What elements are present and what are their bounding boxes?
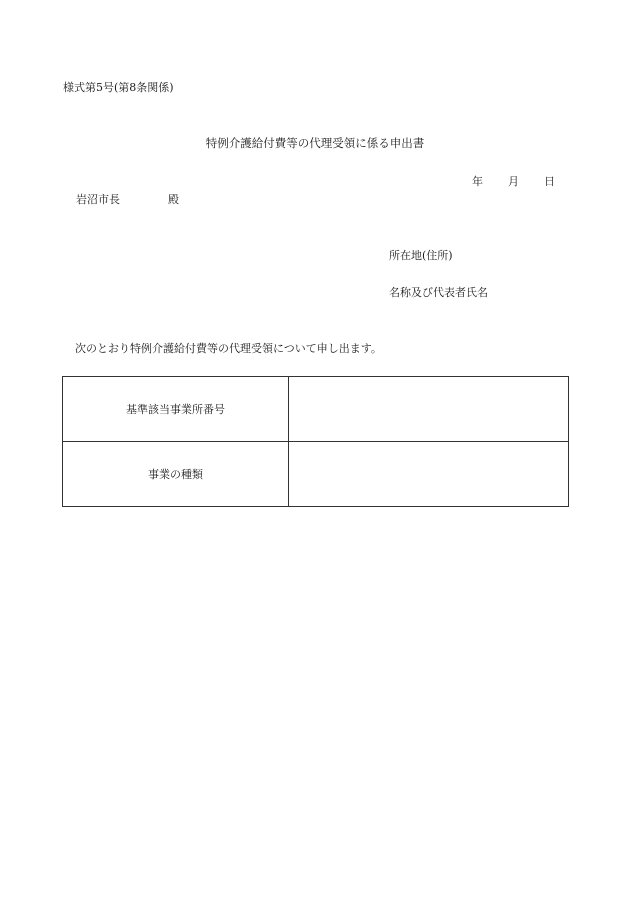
applicant-address-label: 所在地(住所) (389, 249, 453, 262)
addressee-name: 岩沼市長 (76, 193, 120, 206)
business-type-field[interactable] (289, 442, 569, 507)
facility-number-field[interactable] (289, 377, 569, 442)
date-year-label: 年 (472, 175, 483, 188)
addressee (76, 194, 179, 205)
date-day-label: 日 (544, 175, 555, 188)
date-month-label: 月 (508, 175, 519, 188)
facility-number-label: 基準該当事業所番号 (63, 377, 289, 442)
request-statement: 次のとおり特例介護給付費等の代理受領について申し出ます。 (75, 342, 382, 355)
document-title: 特例介護給付費等の代理受領に係る申出書 (205, 136, 425, 150)
table-row (63, 442, 569, 507)
table-row (63, 377, 569, 442)
form-number: 様式第5号(第8条関係) (63, 81, 174, 94)
addressee-honorific: 殿 (168, 193, 179, 206)
business-type-label: 事業の種類 (63, 442, 289, 507)
applicant-name-label: 名称及び代表者氏名 (389, 286, 488, 299)
info-table (62, 376, 569, 507)
date-row (472, 176, 555, 187)
